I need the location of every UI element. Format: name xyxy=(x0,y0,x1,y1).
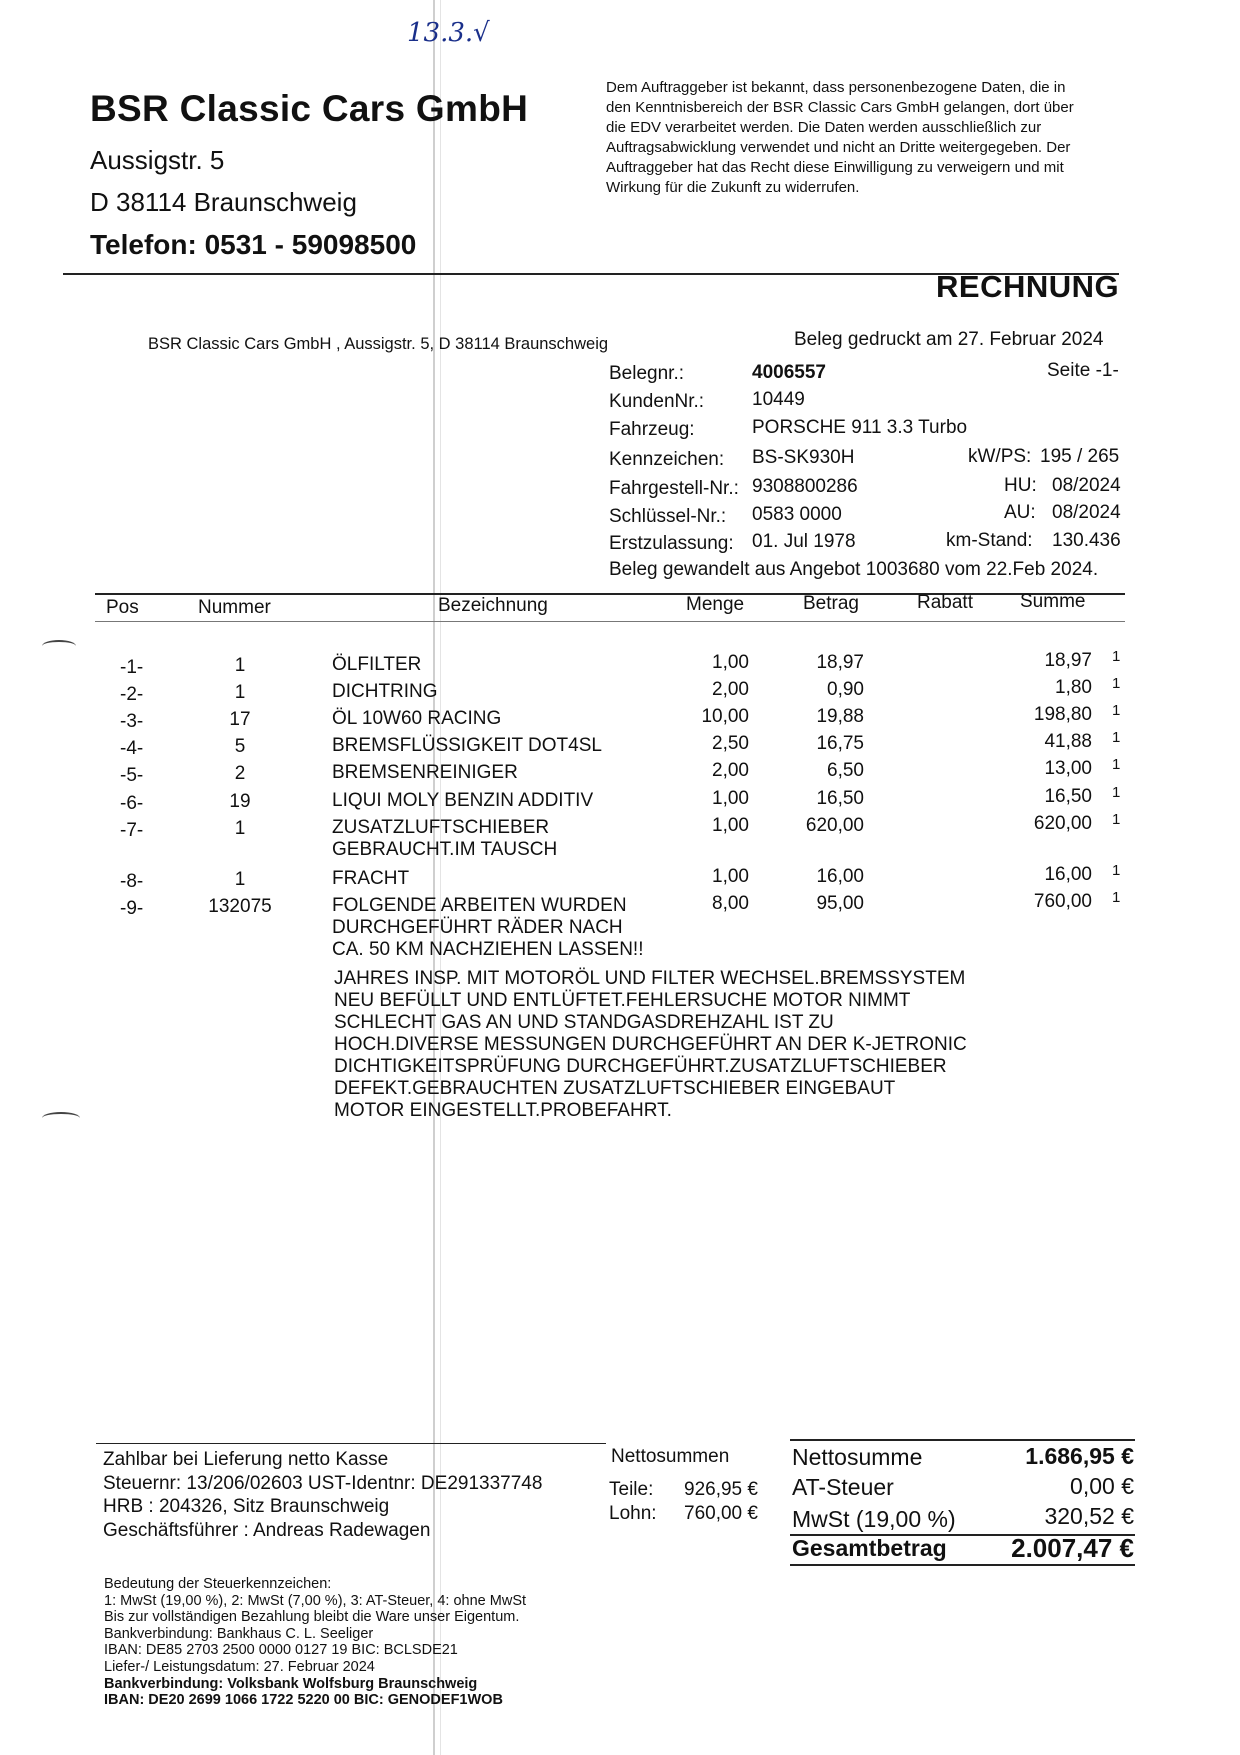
fahrzeug-value: PORSCHE 911 3.3 Turbo xyxy=(752,417,968,438)
lohn-value: 760,00 € xyxy=(684,1503,758,1524)
fahrgestell-value: 9308800286 xyxy=(752,476,858,497)
tax-note-line: Bankverbindung: Bankhaus C. L. Seeliger xyxy=(104,1625,374,1642)
printed-date: Beleg gedruckt am 27. Februar 2024 xyxy=(794,329,1104,350)
item-nummer: 2 xyxy=(234,763,246,784)
converted-note: Beleg gewandelt aus Angebot 1003680 vom 22.Feb 2024. xyxy=(609,559,1099,580)
item-summe: 16,50 xyxy=(1044,786,1092,807)
mwst-label: MwSt (19,00 %) xyxy=(792,1506,956,1532)
item-pos: -1- xyxy=(120,657,144,678)
register-info: HRB : 204326, Sitz Braunschweig xyxy=(103,1496,390,1517)
tax-note-line: Bedeutung der Steuerkennzeichen: xyxy=(104,1576,332,1592)
item-desc-line: CA. 50 KM NACHZIEHEN LASSEN!! xyxy=(332,939,644,960)
belegnr-value: 4006557 xyxy=(752,362,826,383)
nettosumme-value: 1.686,95 € xyxy=(1025,1443,1134,1469)
item-menge: 8,00 xyxy=(712,893,749,914)
erstzulassung-label: Erstzulassung: xyxy=(609,533,734,554)
item-menge: 1,00 xyxy=(712,652,749,673)
tax-note-line: 1: MwSt (19,00 %), 2: MwSt (7,00 %), 3: AT-Steuer, 4: ohne MwSt xyxy=(104,1592,527,1609)
teile-label: Teile: xyxy=(609,1479,654,1500)
table-header-rule xyxy=(95,621,1125,622)
item-nummer: 132075 xyxy=(208,896,272,917)
tax-notes xyxy=(104,1576,526,1709)
work-line: HOCH.DIVERSE MESSUNGEN DURCHGEFÜHRT AN DER K-JETRONIC xyxy=(334,1034,967,1055)
item-nummer: 1 xyxy=(234,869,246,890)
mwst-value: 320,52 € xyxy=(1044,1503,1134,1529)
col-bezeichnung: Bezeichnung xyxy=(438,595,548,616)
kunden-value: 10449 xyxy=(752,389,805,410)
item-tax-code: 1 xyxy=(1112,889,1121,906)
au-value: 08/2024 xyxy=(1052,502,1121,523)
item-pos: -9- xyxy=(120,898,144,919)
au-label: AU: xyxy=(1004,502,1036,523)
kwps-value: 195 / 265 xyxy=(1040,446,1120,467)
item-tax-code: 1 xyxy=(1112,675,1121,692)
kwps-label: kW/PS: xyxy=(968,446,1032,467)
item-nummer: 1 xyxy=(234,682,246,703)
fahrzeug-label: Fahrzeug: xyxy=(609,419,695,440)
item-tax-code: 1 xyxy=(1112,702,1121,719)
item-nummer: 1 xyxy=(234,655,246,676)
item-tax-code: 1 xyxy=(1112,784,1121,801)
item-desc-line: DICHTRING xyxy=(332,681,438,702)
item-desc-line: BREMSFLÜSSIGKEIT DOT4SL xyxy=(332,735,602,756)
managing-director: Geschäftsführer : Andreas Radewagen xyxy=(103,1519,431,1541)
company-phone: Telefon: 0531 - 59098500 xyxy=(90,229,417,260)
punch-mark-bottom xyxy=(42,1112,80,1124)
footer-rule-left xyxy=(96,1443,606,1444)
col-menge: Menge xyxy=(686,594,745,615)
item-pos: -2- xyxy=(120,684,144,705)
item-summe: 1,80 xyxy=(1055,677,1092,698)
privacy-line: Auftragsabwicklung verwendet und nicht an Dritte weitergegeben. Der xyxy=(606,139,1071,156)
item-pos: -4- xyxy=(120,738,144,759)
handwritten-annotation: 13.3.√ xyxy=(407,18,490,48)
schluessel-value: 0583 0000 xyxy=(752,504,842,525)
company-street: Aussigstr. 5 xyxy=(90,145,225,175)
teile-value: 926,95 € xyxy=(684,1479,758,1500)
item-menge: 2,00 xyxy=(712,679,749,700)
item-pos: -3- xyxy=(120,711,144,732)
item-menge: 1,00 xyxy=(712,815,749,836)
footer-left xyxy=(103,1448,542,1542)
item-betrag: 19,88 xyxy=(816,706,864,727)
km-value: 130.436 xyxy=(1052,530,1121,551)
item-pos: -6- xyxy=(120,793,144,814)
work-line: SCHLECHT GAS AN UND STANDGASDREHZAHL IST ZU xyxy=(334,1012,834,1033)
item-menge: 10,00 xyxy=(701,706,749,727)
item-summe: 620,00 xyxy=(1033,813,1092,834)
belegnr-label: Belegnr.: xyxy=(609,363,684,384)
privacy-line: den Kenntnisbereich der BSR Classic Cars GmbH gelangen, dort über xyxy=(606,99,1074,116)
item-menge: 1,00 xyxy=(712,788,749,809)
privacy-line: Wirkung für die Zukunft zu widerrufen. xyxy=(606,179,860,196)
item-betrag: 18,97 xyxy=(816,652,864,673)
work-line: JAHRES INSP. MIT MOTORÖL UND FILTER WECHSEL.BREMSSYSTEM xyxy=(334,968,966,989)
item-tax-code: 1 xyxy=(1112,648,1121,665)
work-description xyxy=(334,968,967,1122)
gesamt-rule-bottom xyxy=(790,1564,1135,1566)
at-steuer-value: 0,00 € xyxy=(1070,1473,1134,1499)
nettosumme-label: Nettosumme xyxy=(792,1444,923,1470)
item-betrag: 0,90 xyxy=(827,679,864,700)
item-desc-line: BREMSENREINIGER xyxy=(332,762,518,783)
company-name: BSR Classic Cars GmbH xyxy=(90,88,529,129)
company-city: D 38114 Braunschweig xyxy=(90,187,357,217)
tax-ids: Steuernr: 13/206/02603 UST-Identnr: DE291337748 xyxy=(103,1472,543,1494)
item-desc-line: ZUSATZLUFTSCHIEBER xyxy=(332,817,550,838)
item-desc-line: FRACHT xyxy=(332,868,410,889)
item-betrag: 95,00 xyxy=(816,893,864,914)
col-rabatt: Rabatt xyxy=(917,592,973,613)
item-betrag: 16,00 xyxy=(816,866,864,887)
item-nummer: 19 xyxy=(229,791,251,812)
privacy-line: Dem Auftraggeber ist bekannt, dass personenbezogene Daten, die in xyxy=(606,79,1066,96)
work-line: DICHTIGKEITSPRÜFUNG DURCHGEFÜHRT.ZUSATZLUFTSCHIEBER xyxy=(334,1056,947,1077)
lohn-label: Lohn: xyxy=(609,1503,657,1524)
item-summe: 198,80 xyxy=(1033,704,1092,725)
item-summe: 18,97 xyxy=(1044,650,1092,671)
netto-title: Nettosummen xyxy=(611,1446,730,1467)
item-betrag: 620,00 xyxy=(805,815,864,836)
work-line: MOTOR EINGESTELLT.PROBEFAHRT. xyxy=(334,1100,672,1121)
item-desc-line: GEBRAUCHT.IM TAUSCH xyxy=(332,839,558,860)
schluessel-label: Schlüssel-Nr.: xyxy=(609,506,727,527)
bank-line-bold: Bankverbindung: Volksbank Wolfsburg Braunschweig xyxy=(104,1675,478,1692)
sender-line: BSR Classic Cars GmbH , Aussigstr. 5, D 38114 Braunschweig xyxy=(148,335,609,353)
work-line: DEFEKT.GEBRAUCHTEN ZUSATZLUFTSCHIEBER EINGEBAUT xyxy=(334,1078,896,1099)
tax-note-line: IBAN: DE85 2703 2500 0000 0127 19 BIC: BCLSDE21 xyxy=(104,1642,458,1659)
item-betrag: 16,75 xyxy=(816,733,864,754)
tax-note-line: Bis zur vollständigen Bezahlung bleibt die Ware unser Eigentum. xyxy=(104,1609,520,1626)
privacy-notice xyxy=(606,78,1074,198)
privacy-line: die EDV verarbeitet werden. Die Daten werden ausschließlich zur xyxy=(606,119,1042,136)
col-nummer: Nummer xyxy=(198,597,271,618)
gesamtbetrag-value: 2.007,47 € xyxy=(1011,1533,1134,1563)
col-summe: Summe xyxy=(1020,591,1086,612)
kennzeichen-value: BS-SK930H xyxy=(752,447,855,468)
col-betrag: Betrag xyxy=(803,593,859,614)
iban-line-bold: IBAN: DE20 2699 1066 1722 5220 00 BIC: GENODEF1WOB xyxy=(104,1692,503,1709)
item-menge: 2,50 xyxy=(712,733,749,754)
privacy-line: Auftraggeber hat das Recht diese Einwilligung zu verweigern und mit xyxy=(606,159,1064,176)
item-desc-line: DURCHGEFÜHRT RÄDER NACH xyxy=(332,917,623,938)
item-pos: -7- xyxy=(120,820,144,841)
punch-mark-top xyxy=(42,640,76,652)
item-tax-code: 1 xyxy=(1112,811,1121,828)
tax-note-line: Liefer-/ Leistungsdatum: 27. Februar 2024 xyxy=(104,1658,375,1675)
item-desc-line: LIQUI MOLY BENZIN ADDITIV xyxy=(332,790,594,811)
payment-terms: Zahlbar bei Lieferung netto Kasse xyxy=(103,1449,389,1470)
item-summe: 16,00 xyxy=(1044,864,1092,885)
item-nummer: 1 xyxy=(234,818,246,839)
item-nummer: 17 xyxy=(229,709,251,730)
item-desc-line: ÖLFILTER xyxy=(332,654,422,675)
erstzulassung-value: 01. Jul 1978 xyxy=(752,531,856,552)
gesamtbetrag-label: Gesamtbetrag xyxy=(792,1535,947,1561)
hu-label: HU: xyxy=(1004,475,1037,496)
item-tax-code: 1 xyxy=(1112,729,1121,746)
kennzeichen-label: Kennzeichen: xyxy=(609,449,725,470)
item-pos: -8- xyxy=(120,871,144,892)
item-menge: 2,00 xyxy=(712,760,749,781)
document-title: RECHNUNG xyxy=(936,269,1120,304)
item-tax-code: 1 xyxy=(1112,862,1121,879)
item-desc-line: ÖL 10W60 RACING xyxy=(332,708,502,729)
item-betrag: 6,50 xyxy=(827,760,864,781)
at-steuer-label: AT-Steuer xyxy=(792,1474,894,1500)
kunden-label: KundenNr.: xyxy=(609,391,705,412)
item-menge: 1,00 xyxy=(712,866,749,887)
item-summe: 760,00 xyxy=(1033,891,1092,912)
col-pos: Pos xyxy=(106,597,139,618)
item-pos: -5- xyxy=(120,765,144,786)
footer-rule-right xyxy=(790,1439,1135,1441)
item-nummer: 5 xyxy=(234,736,246,757)
item-betrag: 16,50 xyxy=(816,788,864,809)
page-number: Seite -1- xyxy=(1047,360,1119,381)
fahrgestell-label: Fahrgestell-Nr.: xyxy=(609,478,739,499)
item-desc-line: FOLGENDE ARBEITEN WURDEN xyxy=(332,895,627,916)
item-summe: 13,00 xyxy=(1044,758,1092,779)
item-tax-code: 1 xyxy=(1112,756,1121,773)
item-summe: 41,88 xyxy=(1044,731,1092,752)
hu-value: 08/2024 xyxy=(1052,475,1121,496)
work-line: NEU BEFÜLLT UND ENTLÜFTET.FEHLERSUCHE MOTOR NIMMT xyxy=(334,990,911,1011)
km-label: km-Stand: xyxy=(946,530,1033,551)
